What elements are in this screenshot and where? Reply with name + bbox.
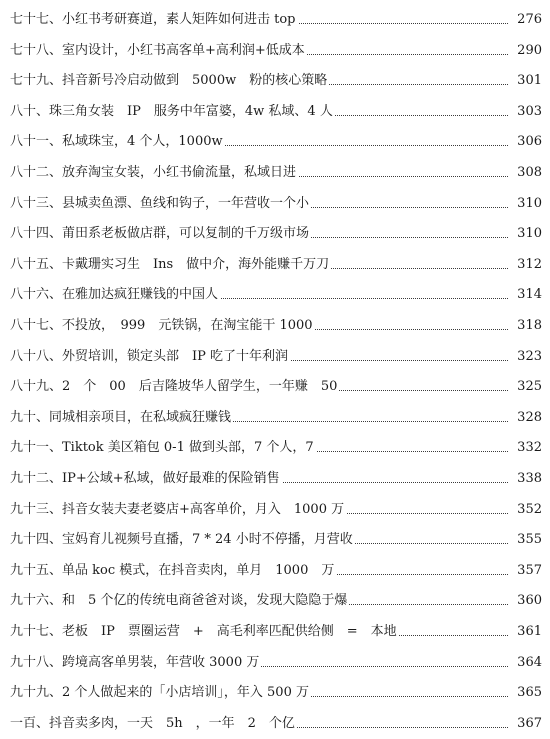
toc-entry-page-number: 310 [508,192,542,216]
toc-entry-title: 八十七、不投放， 999 元铁锅，在淘宝能干 1000 [10,314,315,338]
toc-entry[interactable] [0,528,550,552]
toc-entry-title: 九十七、老板 IP 票圈运营 + 高毛利率匹配供给侧 = 本地 [10,620,399,644]
toc-entry-page-number: 328 [508,406,542,430]
toc-entry-title: 九十一、Tiktok 美区箱包 0-1 做到头部，7 个人，7 [10,436,316,460]
toc-entry[interactable] [0,161,550,185]
toc-entry-page-number: 301 [508,69,542,93]
toc-entry-title: 八十八、外贸培训，锁定头部 IP 吃了十年利润 [10,345,290,369]
toc-entry[interactable] [0,375,550,399]
toc-entry[interactable] [0,8,550,32]
toc-entry-page-number: 323 [508,345,542,369]
toc-entry-page-number: 352 [508,498,542,522]
toc-entry-title: 九十三、抖音女装夫妻老婆店+高客单价，月入 1000 万 [10,498,346,522]
toc-entry-title: 七十八、室内设计，小红书高客单+高利润+低成本 [10,39,307,63]
toc-entry-title: 七十九、抖音新号冷启动做到 5000w 粉的核心策略 [10,69,329,93]
toc-entry[interactable] [0,589,550,613]
toc-entry-title: 一百、抖音卖多肉，一天 5h ，一年 2 个亿 [10,712,297,736]
toc-entry-page-number: 314 [508,283,542,307]
toc-entry-title: 九十八、跨境高客单男装，年营收 3000 万 [10,651,261,675]
toc-entry-page-number: 365 [508,681,542,705]
toc-entry-title: 九十六、和 5 个亿的传统电商爸爸对谈，发现大隐隐于爆 [10,589,349,613]
toc-entry[interactable] [0,559,550,583]
toc-entry-title: 八十、珠三角女装 IP 服务中年富婆，4w 私域、4 人 [10,100,335,124]
toc-entry[interactable] [0,69,550,93]
toc-entry[interactable] [0,39,550,63]
toc-entry[interactable] [0,283,550,307]
toc-entry[interactable] [0,651,550,675]
toc-entry[interactable] [0,681,550,705]
toc-entry[interactable] [0,345,550,369]
toc-entry-page-number: 364 [508,651,542,675]
toc-entry-page-number: 310 [508,222,542,246]
toc-entry-page-number: 357 [508,559,542,583]
toc-entry-page-number: 360 [508,589,542,613]
toc-entry[interactable] [0,100,550,124]
toc-entry[interactable] [0,620,550,644]
toc-entry-page-number: 355 [508,528,542,552]
toc-entry[interactable] [0,222,550,246]
toc-entry-title: 九十五、单品 koc 模式，在抖音卖肉，单月 1000 万 [10,559,336,583]
toc-entry[interactable] [0,712,550,736]
toc-entry-title: 九十四、宝妈育儿视频号直播，7 * 24 小时不停播，月营收 [10,528,355,552]
toc-entry[interactable] [0,130,550,154]
toc-entry-page-number: 325 [508,375,542,399]
toc-entry-page-number: 306 [508,130,542,154]
toc-entry-page-number: 332 [508,436,542,460]
toc-entry-title: 八十四、莆田系老板做店群，可以复制的千万级市场 [10,222,311,246]
toc-entry[interactable] [0,436,550,460]
toc-entry-title: 八十二、放弃淘宝女装，小红书偷流量，私域日进 [10,161,298,185]
toc-entry-title: 八十六、在雅加达疯狂赚钱的中国人 [10,283,220,307]
toc-entry-page-number: 276 [508,8,542,32]
toc-entry-title: 九十、同城相亲项目，在私域疯狂赚钱 [10,406,233,430]
toc-entry-page-number: 303 [508,100,542,124]
toc-entry-title: 八十九、2 个 00 后吉隆坡华人留学生，一年赚 50 [10,375,339,399]
toc-entry-title: 八十五、卡戴珊实习生 Ins 做中介，海外能赚千万刀 [10,253,331,277]
toc-entry[interactable] [0,192,550,216]
toc-entry-page-number: 367 [508,712,542,736]
toc-entry-page-number: 338 [508,467,542,491]
toc-entry[interactable] [0,467,550,491]
toc-entry-title: 八十一、私域珠宝，4 个人，1000w [10,130,225,154]
toc-entry-title: 九十二、IP+公域+私域，做好最难的保险销售 [10,467,282,491]
toc-entry-title: 八十三、县城卖鱼漂、鱼线和钩子，一年营收一个小 [10,192,311,216]
toc-entry-page-number: 361 [508,620,542,644]
toc-entry[interactable] [0,253,550,277]
toc-entry-page-number: 318 [508,314,542,338]
toc-entry[interactable] [0,498,550,522]
toc-entry-page-number: 290 [508,39,542,63]
toc-entry[interactable] [0,314,550,338]
toc-entry-page-number: 312 [508,253,542,277]
toc-entry-title: 七十七、小红书考研赛道，素人矩阵如何进击 top [10,8,298,32]
toc-entry[interactable] [0,406,550,430]
toc-entry-title: 九十九、2 个人做起来的「小店培训」，年入 500 万 [10,681,311,705]
toc-entry-page-number: 308 [508,161,542,185]
